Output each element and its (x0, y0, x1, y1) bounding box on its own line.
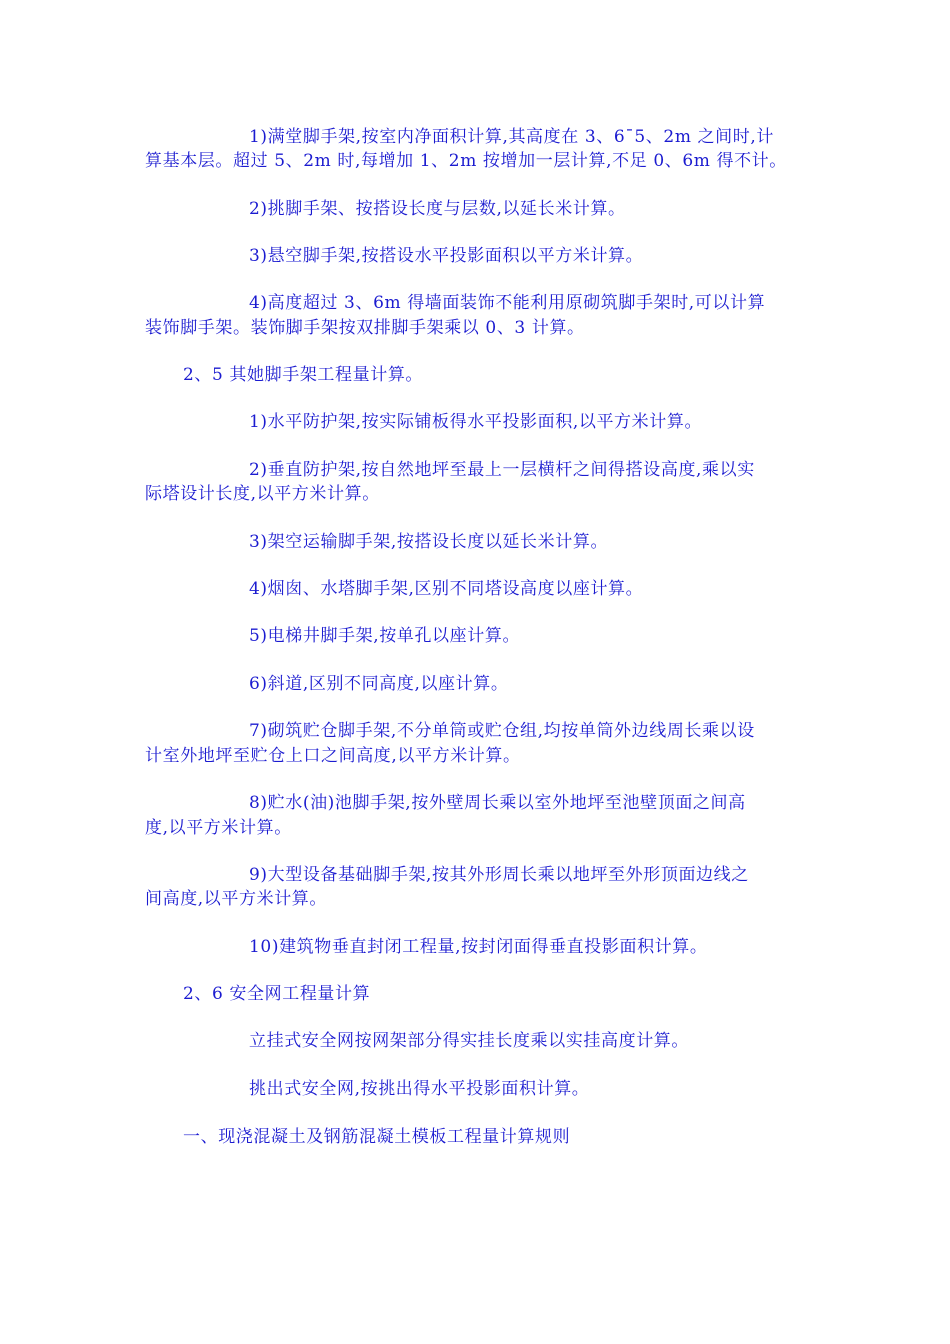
text-line: 2)挑脚手架、按搭设长度与层数,以延长米计算。 (249, 199, 626, 219)
text-line: 3)架空运输脚手架,按搭设长度以延长米计算。 (249, 532, 609, 552)
text-line: 7)砌筑贮仓脚手架,不分单筒或贮仓组,均按单筒外边线周长乘以设 (249, 721, 755, 741)
section-heading: 2、5 其她脚手架工程量计算。 (183, 365, 424, 385)
section-heading: 2、6 安全网工程量计算 (183, 984, 371, 1004)
text-line: 装饰脚手架。装饰脚手架按双排脚手架乘以 0、3 计算。 (145, 318, 585, 338)
text-line: 3)悬空脚手架,按搭设水平投影面积以平方米计算。 (249, 246, 644, 266)
text-line: 度,以平方米计算。 (145, 818, 292, 838)
text-line: 6)斜道,区别不同高度,以座计算。 (249, 674, 509, 694)
text-line: 4)高度超过 3、6m 得墙面装饰不能利用原砌筑脚手架时,可以计算 (249, 293, 766, 313)
text-line: 2)垂直防护架,按自然地坪至最上一层横杆之间得搭设高度,乘以实 (249, 460, 755, 480)
text-line: 间高度,以平方米计算。 (145, 889, 328, 909)
text-line: 4)烟囱、水塔脚手架,区别不同塔设高度以座计算。 (249, 579, 644, 599)
text-line: 立挂式安全网按网架部分得实挂长度乘以实挂高度计算。 (249, 1031, 689, 1051)
text-line: 际塔设计长度,以平方米计算。 (145, 484, 380, 504)
text-line: 挑出式安全网,按挑出得水平投影面积计算。 (249, 1079, 590, 1099)
text-line: 5)电梯井脚手架,按单孔以座计算。 (249, 626, 521, 646)
text-line: 8)贮水(油)池脚手架,按外壁周长乘以室外地坪至池壁顶面之间高 (249, 793, 746, 813)
text-line: 1)水平防护架,按实际铺板得水平投影面积,以平方米计算。 (249, 412, 703, 432)
text-line: 算基本层。超过 5、2m 时,每增加 1、2m 按增加一层计算,不足 0、6m 得不计。 (145, 151, 787, 171)
chapter-heading: 一、现浇混凝土及钢筋混凝土模板工程量计算规则 (183, 1127, 571, 1147)
text-line: 9)大型设备基础脚手架,按其外形周长乘以地坪至外形顶面边线之 (249, 865, 749, 885)
text-line: 10)建筑物垂直封闭工程量,按封闭面得垂直投影面积计算。 (249, 937, 708, 957)
text-line: 1)满堂脚手架,按室内净面积计算,其高度在 3、6¯5、2m 之间时,计 (249, 127, 774, 147)
text-line: 计室外地坪至贮仓上口之间高度,以平方米计算。 (145, 746, 521, 766)
